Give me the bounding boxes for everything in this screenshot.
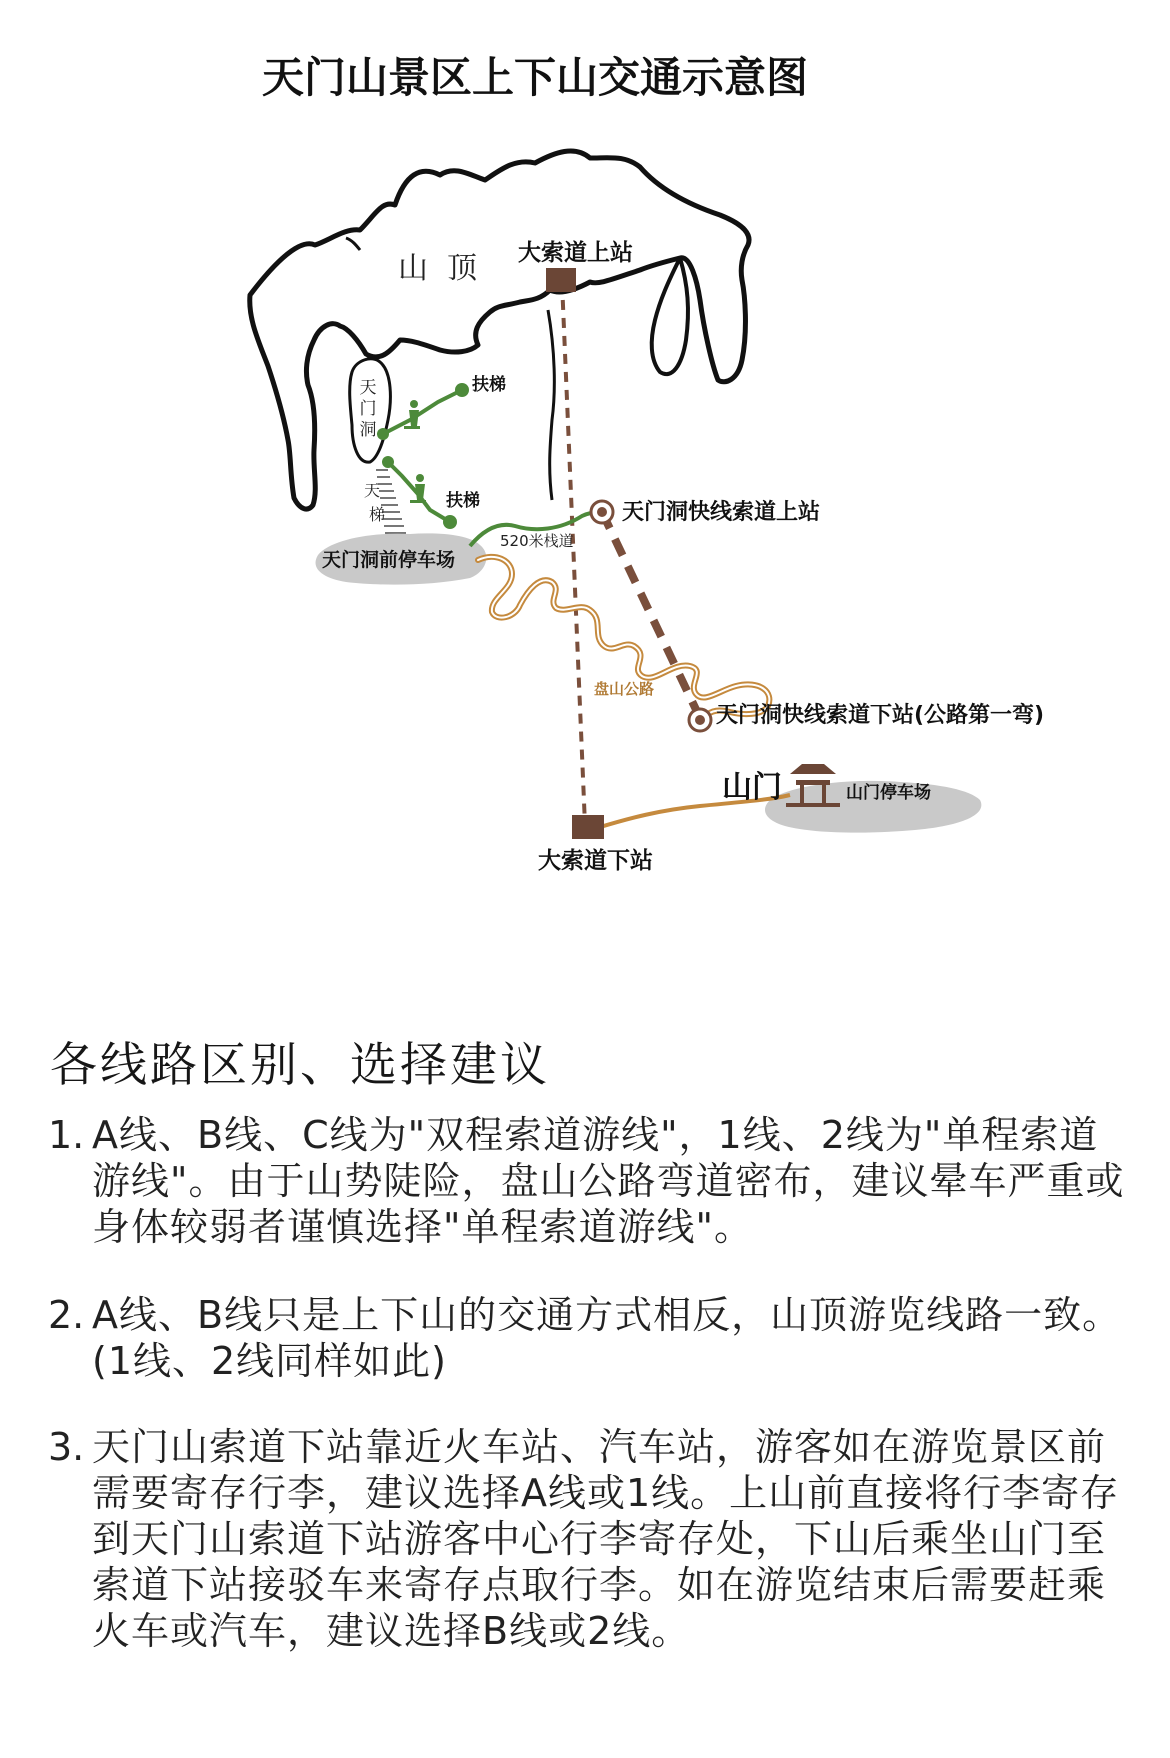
escalator-lower-dot [443, 515, 457, 529]
note-number: 1. [48, 1113, 85, 1157]
escalator-upper-dot [455, 383, 469, 397]
svg-text:梯: 梯 [368, 505, 386, 524]
cliff-inner [346, 238, 360, 250]
svg-text:天: 天 [363, 481, 381, 500]
plank-road-label: 520米栈道 [500, 532, 574, 550]
note-text: 天门山索道下站靠近火车站、汽车站，游客如在游览景区前需要寄存行李，建议选择A线或1线。上山前直接将行李寄存到天门山索道下站游客中心行李寄存处，下山后乘坐山门至索道下站接驳车来寄存点取行李。如在游览结束后需要赶乘火车或汽车，建议选择B线或2线。 [92, 1425, 1120, 1653]
main-cableway [562, 282, 585, 825]
cave-parking-label: 天门洞前停车场 [322, 549, 456, 571]
notes-heading: 各线路区别、选择建议 [50, 1038, 550, 1093]
note-text: A线、B线、C线为"双程索道游线"，1线、2线为"单程索道游线"。由于山势陡险，盘山公路弯道密布，建议晕车严重或身体较弱者谨慎选择"单程索道游线"。 [92, 1113, 1125, 1249]
svg-text:门: 门 [359, 399, 377, 419]
note-number: 2. [48, 1293, 85, 1337]
sky-ladder-label [364, 481, 385, 524]
cave-top-dot [377, 428, 389, 440]
mountain-road-label: 盘山公路 [594, 680, 655, 698]
svg-text:天: 天 [359, 378, 377, 398]
walkway-upper [383, 390, 462, 434]
svg-text:洞: 洞 [359, 420, 377, 440]
express-upper-station-label: 天门洞快线索道上站 [622, 500, 821, 525]
escalator-person-icon [404, 400, 420, 429]
gate-parking-label: 山门停车场 [846, 783, 931, 803]
note-item [48, 1292, 1128, 1384]
mountain-outline [250, 151, 749, 509]
upper-cable-station-label: 大索道上站 [518, 240, 633, 266]
note-number: 3. [48, 1425, 85, 1469]
escalator-upper-label: 扶梯 [472, 375, 506, 395]
express-lower-station-label: 天门洞快线索道下站(公路第一弯) [716, 703, 1045, 728]
note-item [48, 1112, 1128, 1250]
tianmen-cave-label [360, 378, 377, 440]
lower-cable-station-icon [572, 815, 604, 839]
escalator-lower-label: 扶梯 [446, 491, 480, 511]
upper-cable-station-icon [546, 268, 576, 292]
lower-cable-station-label: 大索道下站 [538, 848, 653, 874]
express-upper-station-icon [591, 501, 613, 523]
express-lower-station-icon [689, 709, 711, 731]
map-title: 天门山景区上下山交通示意图 [261, 53, 809, 102]
cliff-drop [548, 310, 554, 500]
summit-label: 山 顶 [398, 251, 478, 286]
cliff-outline [652, 258, 688, 374]
gate-label: 山门 [722, 770, 782, 805]
cave-bottom-dot [382, 456, 394, 468]
note-item [48, 1424, 1128, 1654]
note-text: A线、B线只是上下山的交通方式相反，山顶游览线路一致。(1线、2线同样如此) [92, 1293, 1122, 1383]
